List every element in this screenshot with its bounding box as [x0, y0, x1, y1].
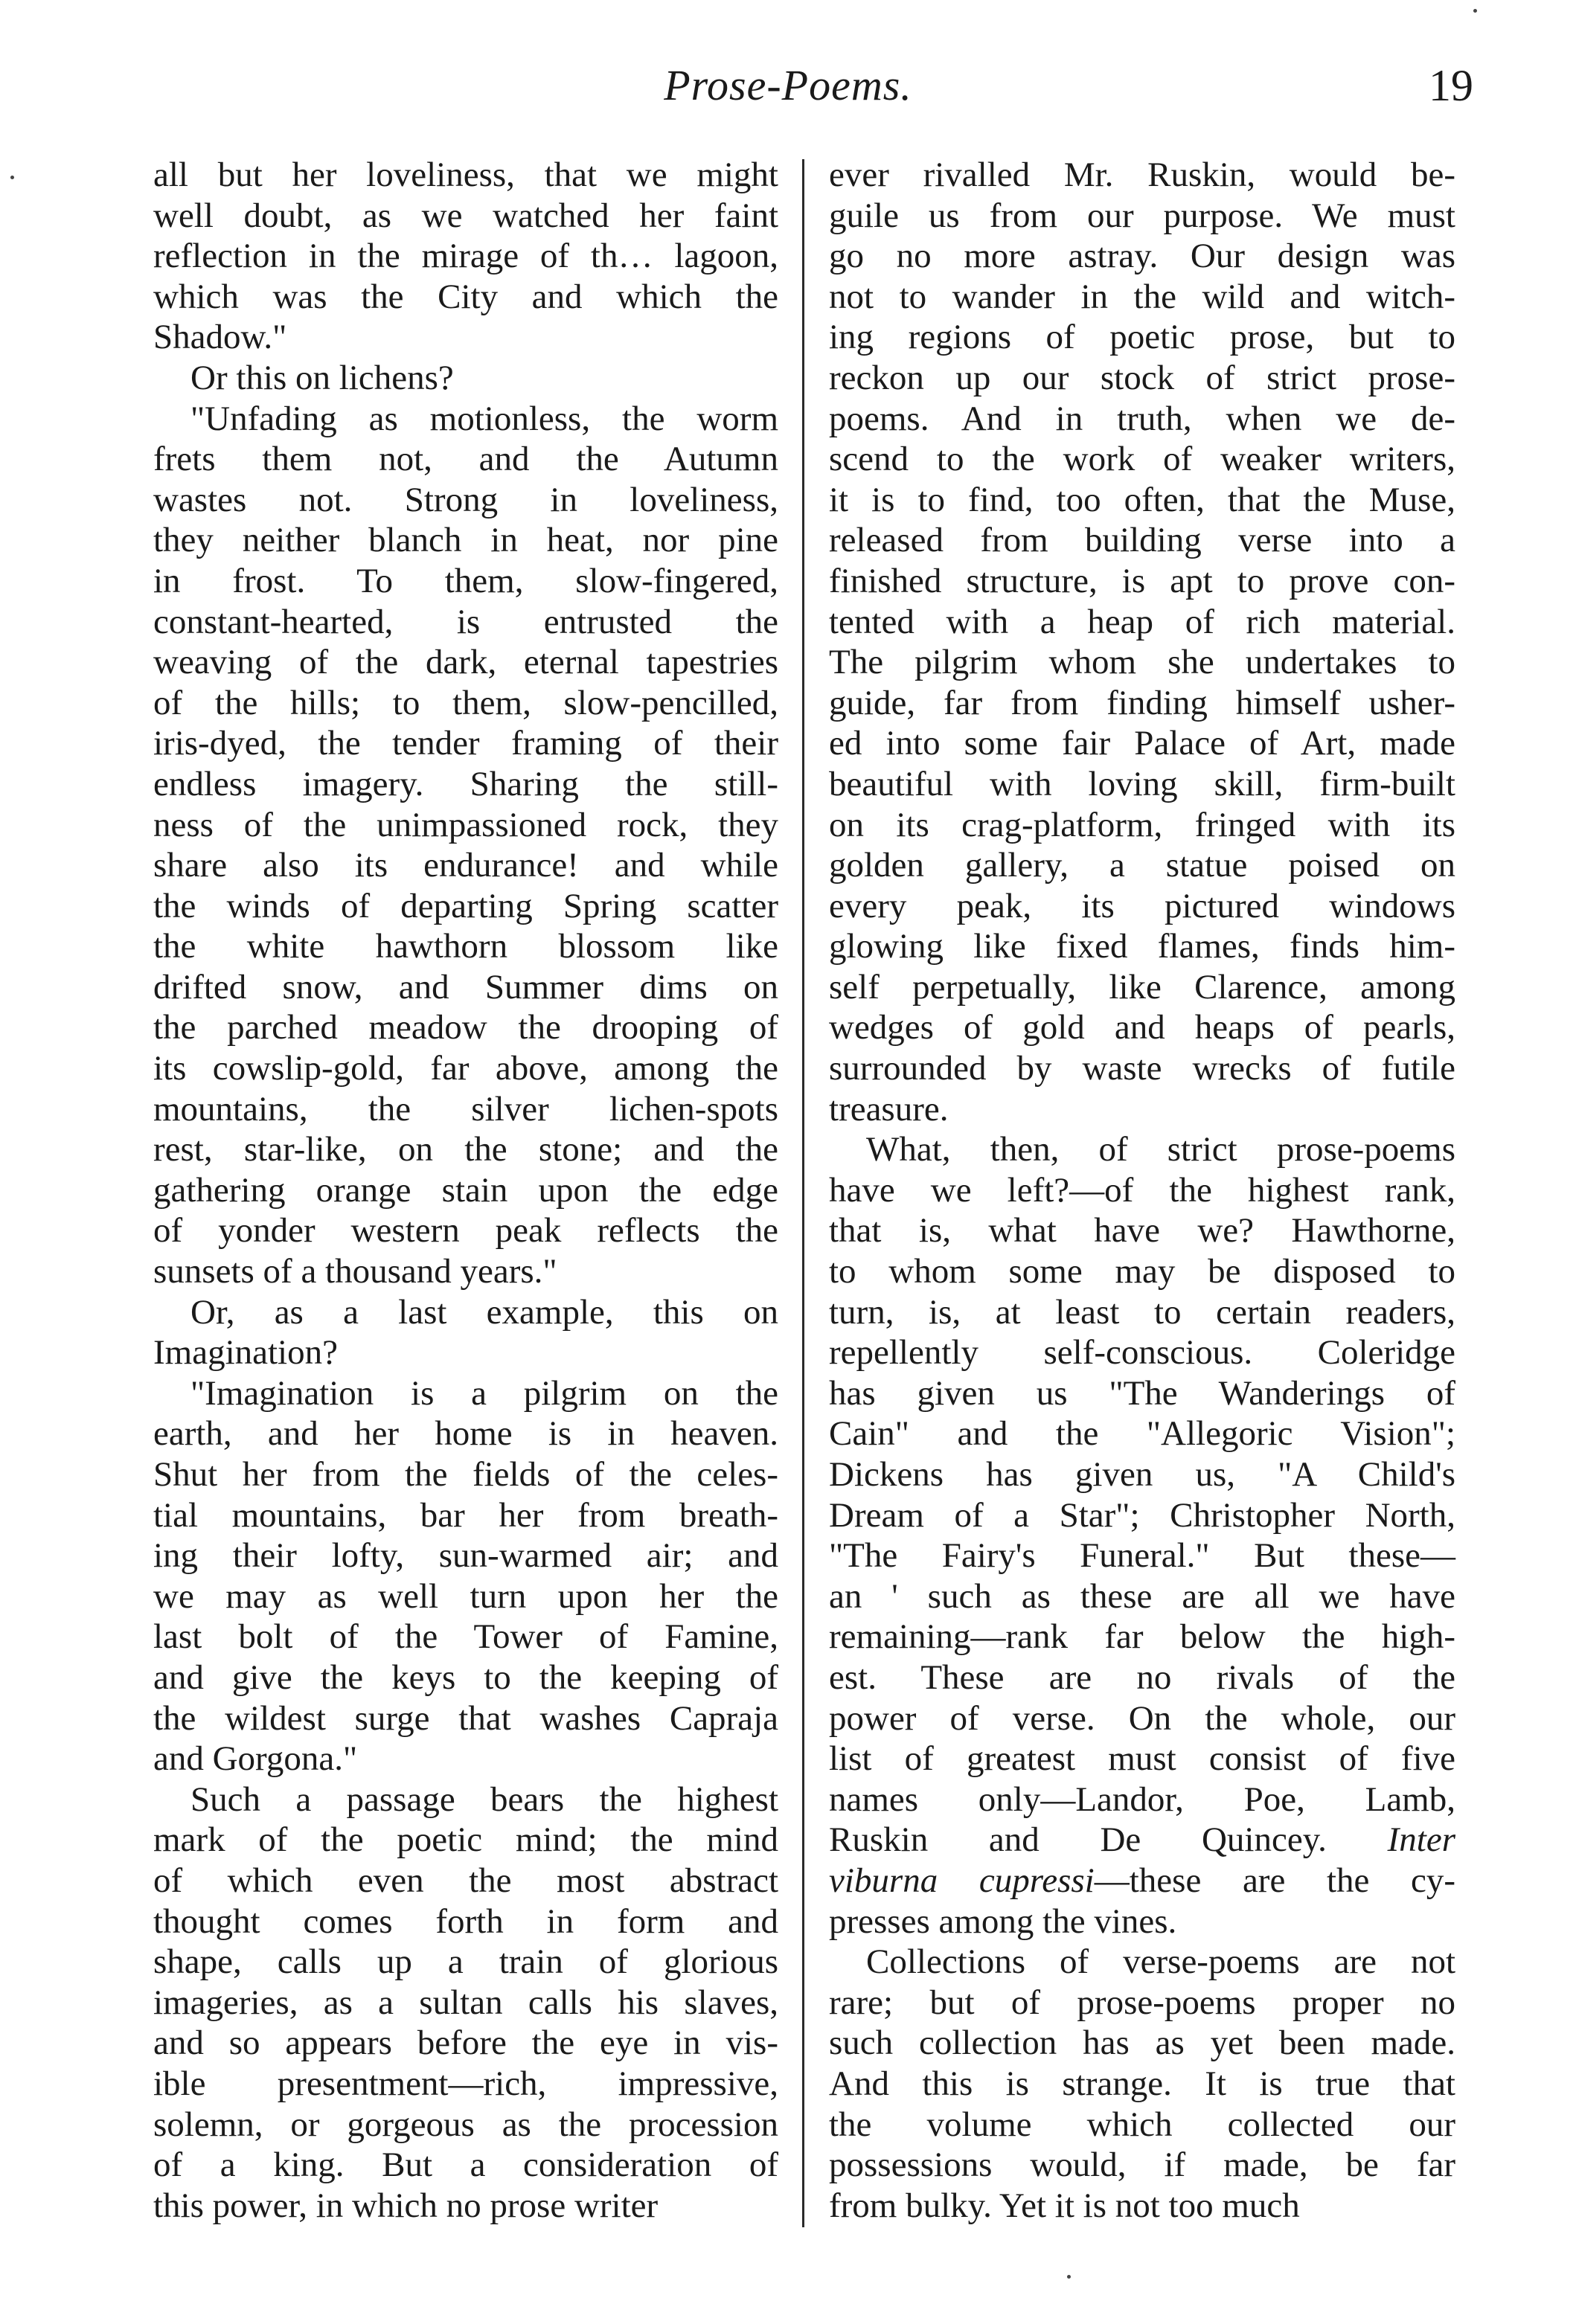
text-line: and so appears before the eye in vis- [153, 2023, 778, 2063]
text-line: from bulky. Yet it is not too much [829, 2186, 1300, 2225]
text-line: the white hawthorn blossom like [153, 927, 778, 966]
text-line: ever rivalled Mr. Ruskin, would be- [829, 155, 1455, 194]
text-line: Collections of verse-poems are not [866, 1942, 1455, 1982]
text-line: reflection in the mirage of th… lagoon, [153, 237, 778, 276]
text-line: thought comes forth in form and [153, 1901, 778, 1941]
text-line: beautiful with loving skill, firm-built [829, 764, 1455, 803]
text-line: finished structure, is apt to prove con- [829, 561, 1455, 600]
text-line: last bolt of the Tower of Famine, [153, 1617, 778, 1657]
text-line: Such a passage bears the highest [190, 1779, 778, 1819]
text-line: Shadow." [153, 318, 287, 357]
text-line: this power, in which no prose writer [153, 2186, 659, 2225]
text-line: Imagination? [153, 1333, 338, 1373]
text-line: shape, calls up a train of glorious [153, 1942, 778, 1982]
text-line: of the hills; to them, slow-pencilled, [153, 683, 778, 722]
text-line: have we left?—of the highest rank, [829, 1170, 1455, 1210]
paragraph [829, 155, 1455, 1129]
text-line: self perpetually, like Clarence, among [829, 967, 1455, 1007]
text-line: tented with a heap of rich material. [829, 602, 1455, 641]
text-line: such collection has as yet been made. [829, 2023, 1455, 2063]
paragraph [153, 1292, 778, 1373]
text-line: the winds of departing Spring scatter [153, 886, 778, 925]
text-line: list of greatest must consist of five [829, 1739, 1455, 1779]
text-line: to whom some may be disposed to [829, 1252, 1455, 1291]
text-line: drifted snow, and Summer dims on [153, 967, 778, 1007]
text-line: scend to the work of weaker writers, [829, 440, 1455, 479]
text-line: Dickens has given us, "A Child's [829, 1455, 1455, 1494]
text-line: we may as well turn upon her the [153, 1576, 778, 1616]
text-line: and Gorgona." [153, 1739, 358, 1779]
text-line: frets them not, and the Autumn [153, 440, 778, 479]
text-line: The pilgrim whom she undertakes to [829, 643, 1455, 682]
text-line: What, then, of strict prose-poems [866, 1130, 1455, 1169]
running-title: Prose-Poems. [664, 61, 912, 109]
text-line: every peak, its pictured windows [829, 886, 1455, 925]
text-line: ing their lofty, sun-warmed air; and [153, 1536, 778, 1576]
text-line: and give the keys to the keeping of [153, 1657, 778, 1697]
text-line: ed into some fair Palace of Art, made [829, 724, 1455, 763]
text-line: on its crag-platform, fringed with its [829, 805, 1455, 844]
text-line: remaining—rank far below the high- [829, 1617, 1455, 1657]
text-line: which was the City and which the [153, 277, 778, 316]
paragraph [829, 1129, 1455, 1942]
text-line: earth, and her home is in heaven. [153, 1414, 778, 1454]
text-line: presses among the vines. [829, 1901, 1177, 1941]
paragraph [153, 155, 778, 358]
text-line: of yonder western peak reflects the [153, 1211, 778, 1251]
text-line: est. These are no rivals of the [829, 1657, 1455, 1697]
text-line: Cain" and the "Allegoric Vision"; [829, 1414, 1455, 1454]
text-line: "The Fairy's Funeral." But these— [829, 1536, 1455, 1576]
text-line: tial mountains, bar her from breath- [153, 1495, 778, 1535]
text-line: "Imagination is a pilgrim on the [190, 1373, 778, 1413]
text-line: glowing like fixed flames, finds him- [829, 927, 1455, 966]
text-line: rare; but of prose-poems proper no [829, 1983, 1455, 2022]
text-line: power of verse. On the whole, our [829, 1698, 1455, 1738]
paragraph [153, 399, 778, 1292]
text-line: its cowslip-gold, far above, among the [153, 1049, 778, 1088]
text-line: turn, is, at least to certain readers, [829, 1292, 1455, 1332]
right-column [829, 155, 1455, 2226]
text-line: all but her loveliness, that we might [153, 155, 778, 194]
text-line: "Unfading as motionless, the worm [190, 399, 778, 438]
text-line: gathering orange stain upon the edge [153, 1170, 778, 1210]
text-line: Shut her from the fields of the celes- [153, 1455, 778, 1494]
margin-speck [1473, 9, 1477, 13]
text-line: in frost. To them, slow-fingered, [153, 561, 778, 600]
text-line: And this is strange. It is true that [829, 2064, 1455, 2103]
text-line: of which even the most abstract [153, 1861, 778, 1900]
text-line: go no more astray. Our design was [829, 237, 1455, 276]
text-line: the volume which collected our [829, 2105, 1455, 2144]
margin-speck [1067, 2275, 1071, 2279]
text-line: the parched meadow the drooping of [153, 1008, 778, 1047]
text-line: endless imagery. Sharing the still- [153, 764, 778, 803]
page-number: 19 [1429, 61, 1473, 110]
text-line: sunsets of a thousand years." [153, 1252, 557, 1291]
text-line: guide, far from finding himself usher- [829, 683, 1455, 722]
text-line: ible presentment—rich, impressive, [153, 2064, 778, 2103]
text-line: wastes not. Strong in loveliness, [153, 480, 778, 519]
text-line: guile us from our purpose. We must [829, 196, 1455, 235]
text-line: well doubt, as we watched her faint [153, 196, 778, 235]
text-line: surrounded by waste wrecks of futile [829, 1049, 1455, 1088]
text-line: ing regions of poetic prose, but to [829, 318, 1455, 357]
text-line: ness of the unimpassioned rock, they [153, 805, 778, 844]
paragraph [153, 1779, 778, 2227]
paragraph [829, 1942, 1455, 2226]
text-line: the wildest surge that washes Capraja [153, 1698, 778, 1738]
left-column [153, 155, 778, 2226]
text-line: treasure. [829, 1089, 949, 1129]
text-line: they neither blanch in heat, nor pine [153, 521, 778, 560]
paragraph [153, 1373, 778, 1779]
text-line: mark of the poetic mind; the mind [153, 1820, 778, 1860]
text-line: wedges of gold and heaps of pearls, [829, 1008, 1455, 1047]
text-line: iris-dyed, the tender framing of their [153, 724, 778, 763]
text-line: poems. And in truth, when we de- [829, 399, 1455, 438]
text-line: released from building verse into a [829, 521, 1455, 560]
text-line: golden gallery, a statue poised on [829, 846, 1455, 885]
text-line: Or this on lichens? [190, 358, 454, 397]
text-line: share also its endurance! and while [153, 846, 778, 885]
column-divider [802, 159, 804, 2227]
margin-speck [10, 176, 14, 179]
text-line: constant-hearted, is entrusted the [153, 602, 778, 641]
text-line: of a king. But a consideration of [153, 2145, 778, 2185]
text-line: has given us "The Wanderings of [829, 1373, 1455, 1413]
text-line: names only—Landor, Poe, Lamb, [829, 1779, 1455, 1819]
text-line: solemn, or gorgeous as the procession [153, 2105, 778, 2144]
text-line: viburna cupressi—these are the cy- [829, 1861, 1455, 1900]
text-line: possessions would, if made, be far [829, 2145, 1455, 2185]
text-line: an ' such as these are all we have [829, 1576, 1455, 1616]
text-line: that is, what have we? Hawthorne, [829, 1211, 1455, 1251]
text-line: Dream of a Star"; Christopher North, [829, 1495, 1455, 1535]
text-line: weaving of the dark, eternal tapestries [153, 643, 778, 682]
text-line: mountains, the silver lichen-spots [153, 1089, 778, 1129]
text-line: Ruskin and De Quincey. Inter [829, 1820, 1455, 1860]
paragraph [153, 358, 778, 399]
text-line: it is to find, too often, that the Muse, [829, 480, 1455, 519]
text-line: imageries, as a sultan calls his slaves, [153, 1983, 778, 2022]
text-line: reckon up our stock of strict prose- [829, 358, 1455, 397]
text-line: repellently self-conscious. Coleridge [829, 1333, 1455, 1373]
text-line: Or, as a last example, this on [190, 1292, 778, 1332]
text-line: not to wander in the wild and witch- [829, 277, 1455, 316]
text-line: rest, star-like, on the stone; and the [153, 1130, 778, 1169]
